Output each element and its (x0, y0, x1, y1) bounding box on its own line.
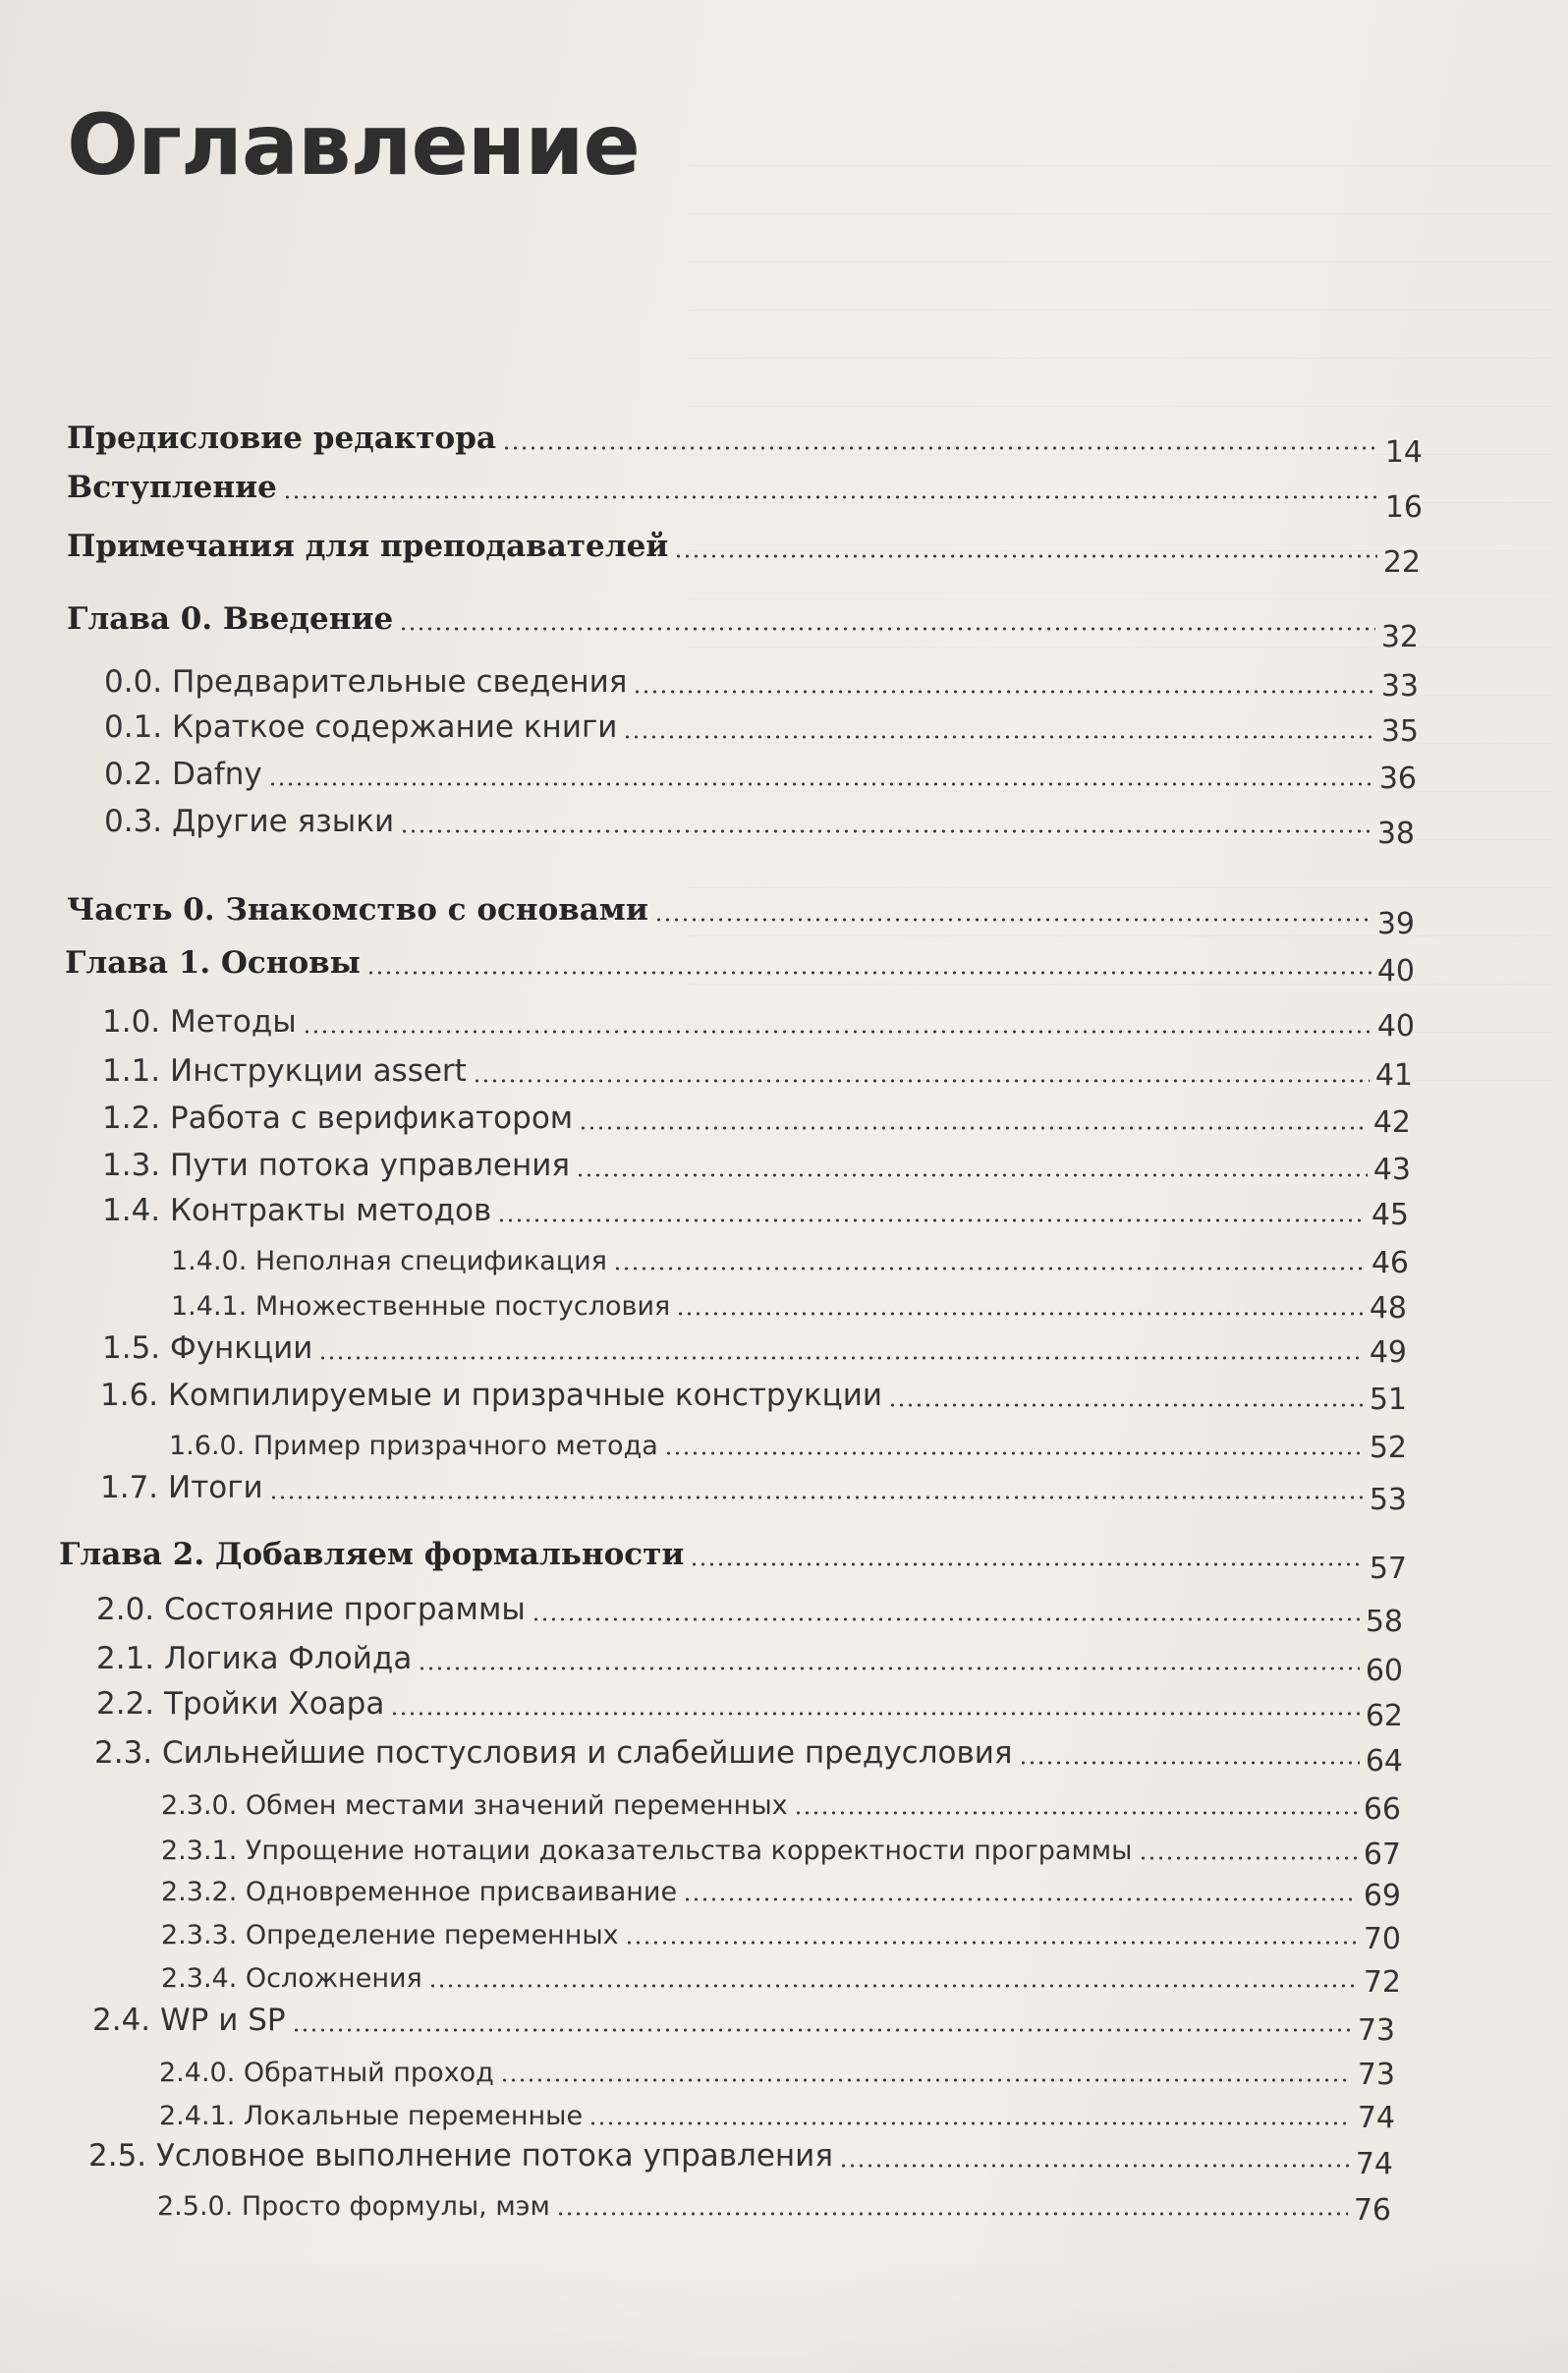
toc-entry-label: 2.5. Условное выполнение потока управления (88, 2138, 833, 2174)
toc-entry[interactable] (88, 2138, 1393, 2181)
toc-entry-page: 41 (1374, 1058, 1413, 1093)
dot-leader (497, 1218, 1366, 1222)
toc-entry[interactable] (102, 1148, 1411, 1187)
toc-entry-page: 48 (1369, 1291, 1407, 1326)
toc-entry-page: 74 (1355, 2147, 1393, 2181)
toc-entry[interactable] (161, 1832, 1401, 1872)
dot-leader (676, 1312, 1364, 1316)
toc-entry-label: 0.1. Краткое содержание книги (104, 709, 618, 745)
toc-entry-label: Предисловие редактора (67, 421, 496, 456)
page-title: Оглавление (67, 96, 640, 195)
dot-leader (283, 495, 1379, 499)
dot-leader (502, 446, 1379, 450)
toc-entry-label: 1.2. Работа с верификатором (102, 1101, 574, 1136)
toc-entry-label: 2.5.0. Просто формулы, мэм (157, 2191, 550, 2222)
toc-entry-page: 52 (1369, 1431, 1407, 1465)
toc-entry[interactable] (102, 1053, 1413, 1093)
toc-entry-label: 2.4. WP и SP (92, 2003, 286, 2038)
toc-entry[interactable] (96, 1592, 1403, 1639)
dot-leader (399, 627, 1375, 631)
toc-entry[interactable] (65, 945, 1415, 989)
toc-entry[interactable] (161, 1959, 1401, 2000)
dot-leader (839, 2164, 1350, 2168)
toc-entry-label: 2.3.4. Осложнения (161, 1963, 422, 1994)
toc-entry[interactable] (104, 757, 1417, 796)
dot-leader (664, 1451, 1364, 1455)
toc-entry[interactable] (100, 1470, 1407, 1517)
toc-entry[interactable] (159, 2054, 1395, 2092)
toc-entry-page: 73 (1357, 2013, 1395, 2048)
dot-leader (579, 1126, 1368, 1130)
dot-leader (613, 1267, 1366, 1271)
page-shadow (0, 2255, 1568, 2373)
toc-entry[interactable] (102, 1193, 1409, 1232)
dot-leader (623, 735, 1374, 739)
toc-entry-label: 2.3.0. Обмен местами значений переменных (161, 1790, 788, 1821)
toc-entry-page: 69 (1363, 1879, 1401, 1913)
toc-entry[interactable] (67, 601, 1419, 654)
toc-entry-page: 73 (1357, 2058, 1395, 2092)
toc-entry-label: 1.4.0. Неполная спецификация (171, 1246, 607, 1276)
dot-leader (794, 1811, 1358, 1815)
dot-leader (625, 1941, 1358, 1945)
toc-entry[interactable] (161, 1916, 1401, 1956)
dot-leader (318, 1356, 1363, 1360)
toc-entry-page: 76 (1353, 2193, 1391, 2228)
toc-entry-page: 51 (1369, 1383, 1407, 1417)
toc-entry-page: 32 (1380, 620, 1419, 654)
toc-entry[interactable] (67, 892, 1415, 941)
toc-entry-page: 66 (1363, 1792, 1401, 1827)
toc-entry[interactable] (100, 1378, 1407, 1417)
toc-entry-label: Глава 1. Основы (65, 945, 361, 981)
toc-entry-label: 1.6.0. Пример призрачного метода (169, 1431, 658, 1461)
toc-entry-page: 57 (1369, 1552, 1407, 1586)
toc-entry[interactable] (59, 1537, 1407, 1586)
dot-leader (556, 2212, 1348, 2216)
toc-entry[interactable] (102, 1330, 1407, 1370)
toc-entry-label: 1.3. Пути потока управления (102, 1148, 571, 1183)
toc-entry[interactable] (171, 1287, 1407, 1326)
toc-entry[interactable] (67, 421, 1423, 470)
toc-entry-page: 64 (1365, 1744, 1403, 1779)
toc-entry-label: 2.3.2. Одновременное присваивание (161, 1877, 678, 1907)
toc-entry-page: 62 (1365, 1699, 1403, 1733)
toc-entry-page: 43 (1372, 1153, 1411, 1187)
dot-leader (390, 1712, 1359, 1716)
toc-entry[interactable] (67, 470, 1423, 525)
toc-entry-page: 39 (1376, 907, 1415, 941)
toc-entry-page: 67 (1363, 1837, 1401, 1872)
toc-entry-label: Часть 0. Знакомство с основами (67, 892, 648, 928)
toc-entry-page: 46 (1371, 1246, 1409, 1280)
toc-entry-page: 35 (1380, 714, 1419, 749)
toc-entry-page: 40 (1376, 1009, 1415, 1044)
dot-leader (532, 1617, 1360, 1621)
toc-entry-label: 0.0. Предварительные сведения (104, 664, 628, 700)
toc-entry-page: 45 (1371, 1198, 1409, 1232)
toc-entry[interactable] (171, 1242, 1409, 1280)
dot-leader (674, 554, 1377, 558)
toc-entry[interactable] (161, 1786, 1401, 1827)
toc-entry-page: 22 (1382, 545, 1421, 580)
toc-entry-page: 53 (1369, 1483, 1407, 1517)
toc-entry-label: Вступление (67, 470, 277, 505)
dot-leader (654, 918, 1372, 922)
toc-entry-label: 2.3.3. Определение переменных (161, 1920, 619, 1950)
toc-entry-label: Глава 0. Введение (67, 601, 394, 637)
toc-entry-page: 42 (1372, 1105, 1411, 1140)
dot-leader (303, 1030, 1372, 1034)
toc-entry[interactable] (104, 709, 1419, 749)
toc-entry-page: 70 (1363, 1922, 1401, 1956)
toc-entry[interactable] (157, 2187, 1391, 2228)
toc-entry-label: Глава 2. Добавляем формальности (59, 1537, 685, 1572)
toc-entry-page: 74 (1357, 2101, 1395, 2135)
toc-entry[interactable] (159, 2097, 1395, 2135)
dot-leader (588, 2121, 1352, 2125)
dot-leader (1019, 1761, 1360, 1765)
bleed-through-text (688, 118, 1552, 1592)
toc-entry-page: 40 (1376, 954, 1415, 989)
toc-entry[interactable] (161, 1873, 1401, 1913)
toc-entry-label: 1.7. Итоги (100, 1470, 263, 1505)
toc-entry-page: 49 (1369, 1335, 1407, 1370)
toc-entry-label: 2.2. Тройки Хоара (96, 1686, 385, 1722)
toc-entry-label: 2.3.1. Упрощение нотации доказательства корректности программы (161, 1836, 1133, 1866)
toc-entry[interactable] (67, 529, 1421, 580)
dot-leader (418, 1667, 1359, 1670)
toc-entry-page: 38 (1376, 817, 1415, 851)
toc-entry-label: 0.3. Другие языки (104, 804, 395, 839)
dot-leader (500, 2078, 1352, 2082)
toc-entry-label: 2.3. Сильнейшие постусловия и слабейшие предусловия (94, 1735, 1013, 1771)
toc-entry-label: 1.4.1. Множественные постусловия (171, 1291, 671, 1322)
toc-entry-label: 2.0. Состояние программы (96, 1592, 526, 1627)
toc-entry-page: 60 (1365, 1654, 1403, 1688)
dot-leader (683, 1897, 1358, 1901)
toc-entry[interactable] (169, 1427, 1407, 1465)
dot-leader (576, 1173, 1368, 1177)
toc-entry[interactable] (102, 1101, 1411, 1140)
toc-entry[interactable] (94, 1735, 1403, 1779)
dot-leader (268, 782, 1373, 786)
toc-entry[interactable] (102, 1004, 1415, 1044)
toc-entry-page: 36 (1378, 762, 1417, 796)
dot-leader (690, 1562, 1363, 1566)
toc-entry-page: 16 (1384, 490, 1423, 525)
toc-entry[interactable] (104, 664, 1419, 704)
toc-entry-page: 72 (1363, 1965, 1401, 2000)
toc-entry-label: 1.6. Компилируемые и призрачные конструкции (100, 1378, 883, 1413)
toc-entry-page: 33 (1380, 669, 1419, 704)
dot-leader (366, 971, 1372, 975)
toc-entry[interactable] (96, 1641, 1403, 1688)
toc-entry[interactable] (96, 1686, 1403, 1733)
toc-entry[interactable] (104, 804, 1415, 851)
toc-entry-label: Примечания для преподавателей (67, 529, 669, 564)
dot-leader (633, 690, 1374, 694)
dot-leader (400, 829, 1372, 833)
dot-leader (1139, 1856, 1358, 1860)
toc-entry-label: 1.5. Функции (102, 1330, 313, 1366)
dot-leader (292, 2028, 1352, 2032)
toc-entry-label: 1.1. Инструкции assert (102, 1053, 467, 1089)
dot-leader (888, 1403, 1364, 1407)
toc-entry-label: 2.1. Логика Флойда (96, 1641, 413, 1676)
toc-entry-label: 2.4.1. Локальные переменные (159, 2101, 584, 2131)
toc-entry-label: 2.4.0. Обратный проход (159, 2058, 494, 2088)
toc-entry-label: 1.4. Контракты методов (102, 1193, 492, 1228)
dot-leader (269, 1496, 1364, 1499)
toc-entry-label: 1.0. Методы (102, 1004, 297, 1040)
dot-leader (473, 1079, 1370, 1083)
toc-entry-page: 14 (1384, 435, 1423, 470)
toc-entry-label: 0.2. Dafny (104, 757, 262, 792)
toc-entry[interactable] (92, 2003, 1395, 2048)
toc-entry-page: 58 (1365, 1605, 1403, 1639)
dot-leader (428, 1984, 1358, 1988)
